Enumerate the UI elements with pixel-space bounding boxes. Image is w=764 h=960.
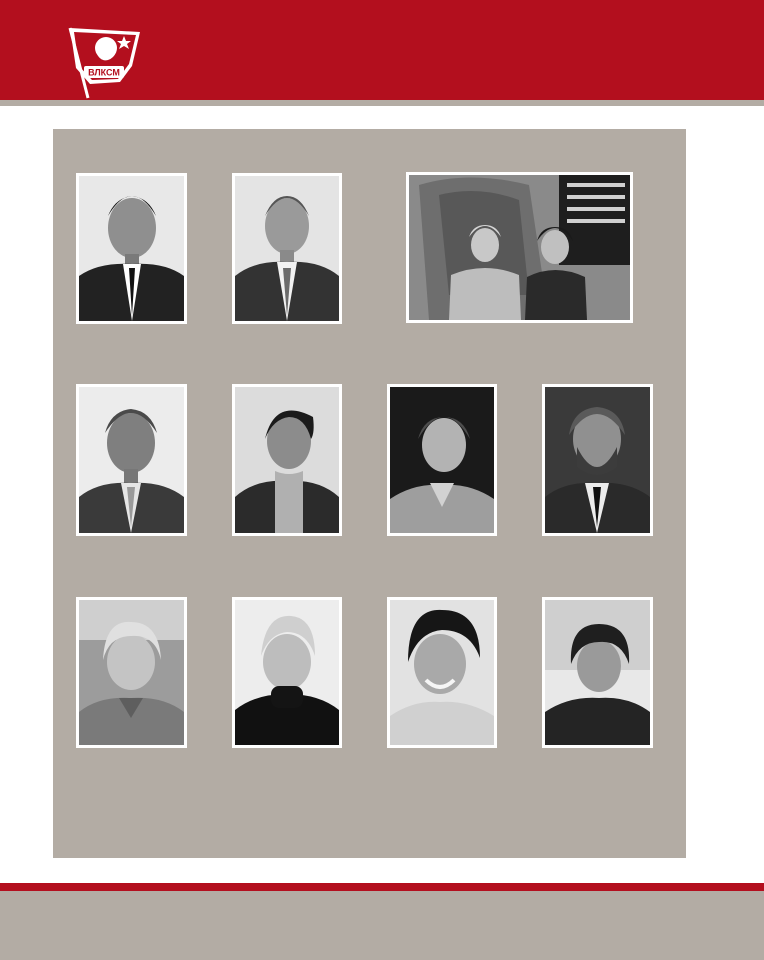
badge-text: ВЛКСМ xyxy=(88,67,120,78)
photo-panel xyxy=(53,129,686,858)
portrait-photo xyxy=(76,384,187,536)
portrait-photo xyxy=(542,597,653,748)
group-photo xyxy=(406,172,633,323)
footer-stripe xyxy=(0,883,764,891)
portrait-photo xyxy=(542,384,653,536)
portrait-photo xyxy=(387,384,497,536)
footer-bar xyxy=(0,891,764,960)
portrait-photo xyxy=(232,384,342,536)
portrait-photo xyxy=(76,597,187,748)
portrait-photo xyxy=(232,597,342,748)
header-stripe xyxy=(0,100,764,106)
portrait-photo xyxy=(387,597,497,748)
komsomol-badge-icon xyxy=(62,22,148,100)
portrait-photo xyxy=(232,173,342,324)
portrait-photo xyxy=(76,173,187,324)
